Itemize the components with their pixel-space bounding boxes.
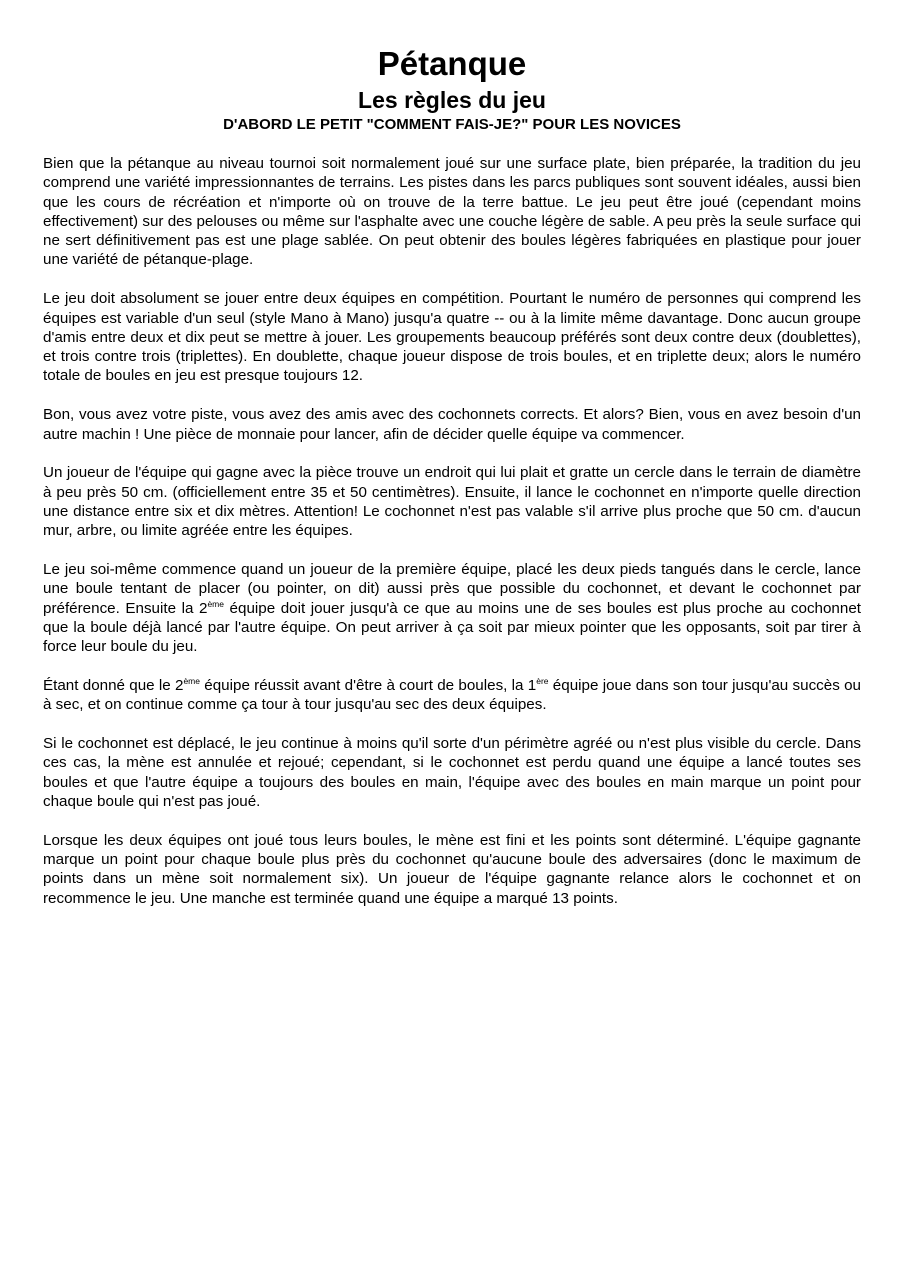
paragraph-teams: Le jeu doit absolument se jouer entre deux équipes en compétition. Pourtant le numéro de personnes qui comprend les équipes est variable d'un seul (style Mano à Mano) jusqu'a quatre -- ou à la limite même davantage. Donc aucun groupe d'amis entre deux et dix peut se mettre à jouer. Les groupements beaucoup préférés sont deux contre deux (doublettes), et trois contre trois (triplettes). En doublette, chaque joueur dispose de trois boules, et en triplette deux; alors le numéro totale de boules en jeu est presque toujours 12. (43, 290, 861, 385)
document-subtitle: Les règles du jeu (358, 87, 546, 113)
paragraph-game-start-text-1: Le jeu soi-même commence quand un joueur de la première équipe, placé les deux pieds tangués dans le cercle, lance une boule tentant de placer (ou pointer, on dit) aussi près que possible du cochonnet, et devant le cochonnet par préférence. Ensuite la 2 (43, 561, 861, 617)
paragraph-turn-order-text-3: équipe joue dans son tour jusqu'au succès ou à sec, et on continue comme ça tour à tour jusqu'au sec des deux équipes. (43, 677, 861, 714)
paragraph-circle-and-jack: Un joueur de l'équipe qui gagne avec la pièce trouve un endroit qui lui plait et gratte un cercle dans le terrain de diamètre à peu près 50 cm. (officiellement entre 35 et 50 centimètres). Ensuite, il lance le cochonnet en n'importe quelle direction une distance entre six et dix mètres. Attention! Le cochonnet n'est pas valable s'il arrive plus proche que 50 cm. d'aucun mur, arbre, ou limite agréée entre les équipes. (43, 464, 861, 540)
ordinal-suffix: ème (207, 598, 224, 609)
paragraph-turn-order (43, 676, 861, 715)
paragraph-terrain: Bien que la pétanque au niveau tournoi soit normalement joué sur une surface plate, bien préparée, la tradition du jeu comprend une variété impressionnantes de terrains. Les pistes dans les parcs publiques sont souvent idéales, aussi bien que les cours de récréation et n'importe où on trouve de la terre battue. Le jeu peut être joué (cependant moins effectivement) sur des pelouses ou même sur l'asphalte avec une couche légère de sable. A peu près la seule surface qui ne sert définitivement pas est une plage sablée. On peut obtenir des boules légères fabriquées en plastique pour jouer une variété de pétanque-plage. (43, 155, 861, 269)
paragraph-turn-order-text-2: équipe réussit avant d'être à court de boules, la 1 (200, 677, 537, 695)
document-body (43, 154, 861, 908)
paragraph-game-start-text-2: équipe doit jouer jusqu'à ce que au moins une de ses boules est plus proche au cochonnet que la boule déjà lancé par l'autre équipe. On peut arriver à ça soit par mieux pointer que les opposants, soit par tirer à force leur boule du jeu. (43, 599, 861, 656)
ordinal-suffix: ère (536, 676, 549, 687)
paragraph-coin-toss: Bon, vous avez votre piste, vous avez des amis avec des cochonnets corrects. Et alors? Bien, vous en avez besoin d'un autre machin ! Une pièce de monnaie pour lancer, afin de décider quelle équipe va commencer. (43, 406, 861, 443)
paragraph-scoring: Lorsque les deux équipes ont joué tous leurs boules, le mène est fini et les points sont déterminé. L'équipe gagnante marque un point pour chaque boule plus près du cochonnet qu'aucune boule des adversaires (donc le maximum de points dans un mène soit normalement six). Un joueur de l'équipe gagnante relance alors le cochonnet et on recommence le jeu. Une manche est terminée quand une équipe a marqué 13 points. (43, 831, 861, 907)
paragraph-turn-order-text-1: Étant donné que le 2 (43, 677, 184, 695)
paragraph-jack-moved: Si le cochonnet est déplacé, le jeu continue à moins qu'il sorte d'un périmètre agréé ou n'est plus visible du cercle. Dans ces cas, la mène est annulée et rejoué; cependant, si le cochonnet est perdu quand une équipe a lancé toutes ses boules et que l'autre équipe a toujours des boules en main, l'équipe avec des boules en main marque un point pour chaque boule qui n'est pas joué. (43, 735, 861, 811)
document-tagline: D'ABORD LE PETIT "COMMENT FAIS-JE?" POUR LES NOVICES (223, 116, 681, 133)
document-page (43, 44, 861, 928)
document-title: Pétanque (377, 45, 527, 82)
ordinal-suffix: ème (183, 676, 200, 687)
paragraph-game-start (43, 560, 861, 656)
